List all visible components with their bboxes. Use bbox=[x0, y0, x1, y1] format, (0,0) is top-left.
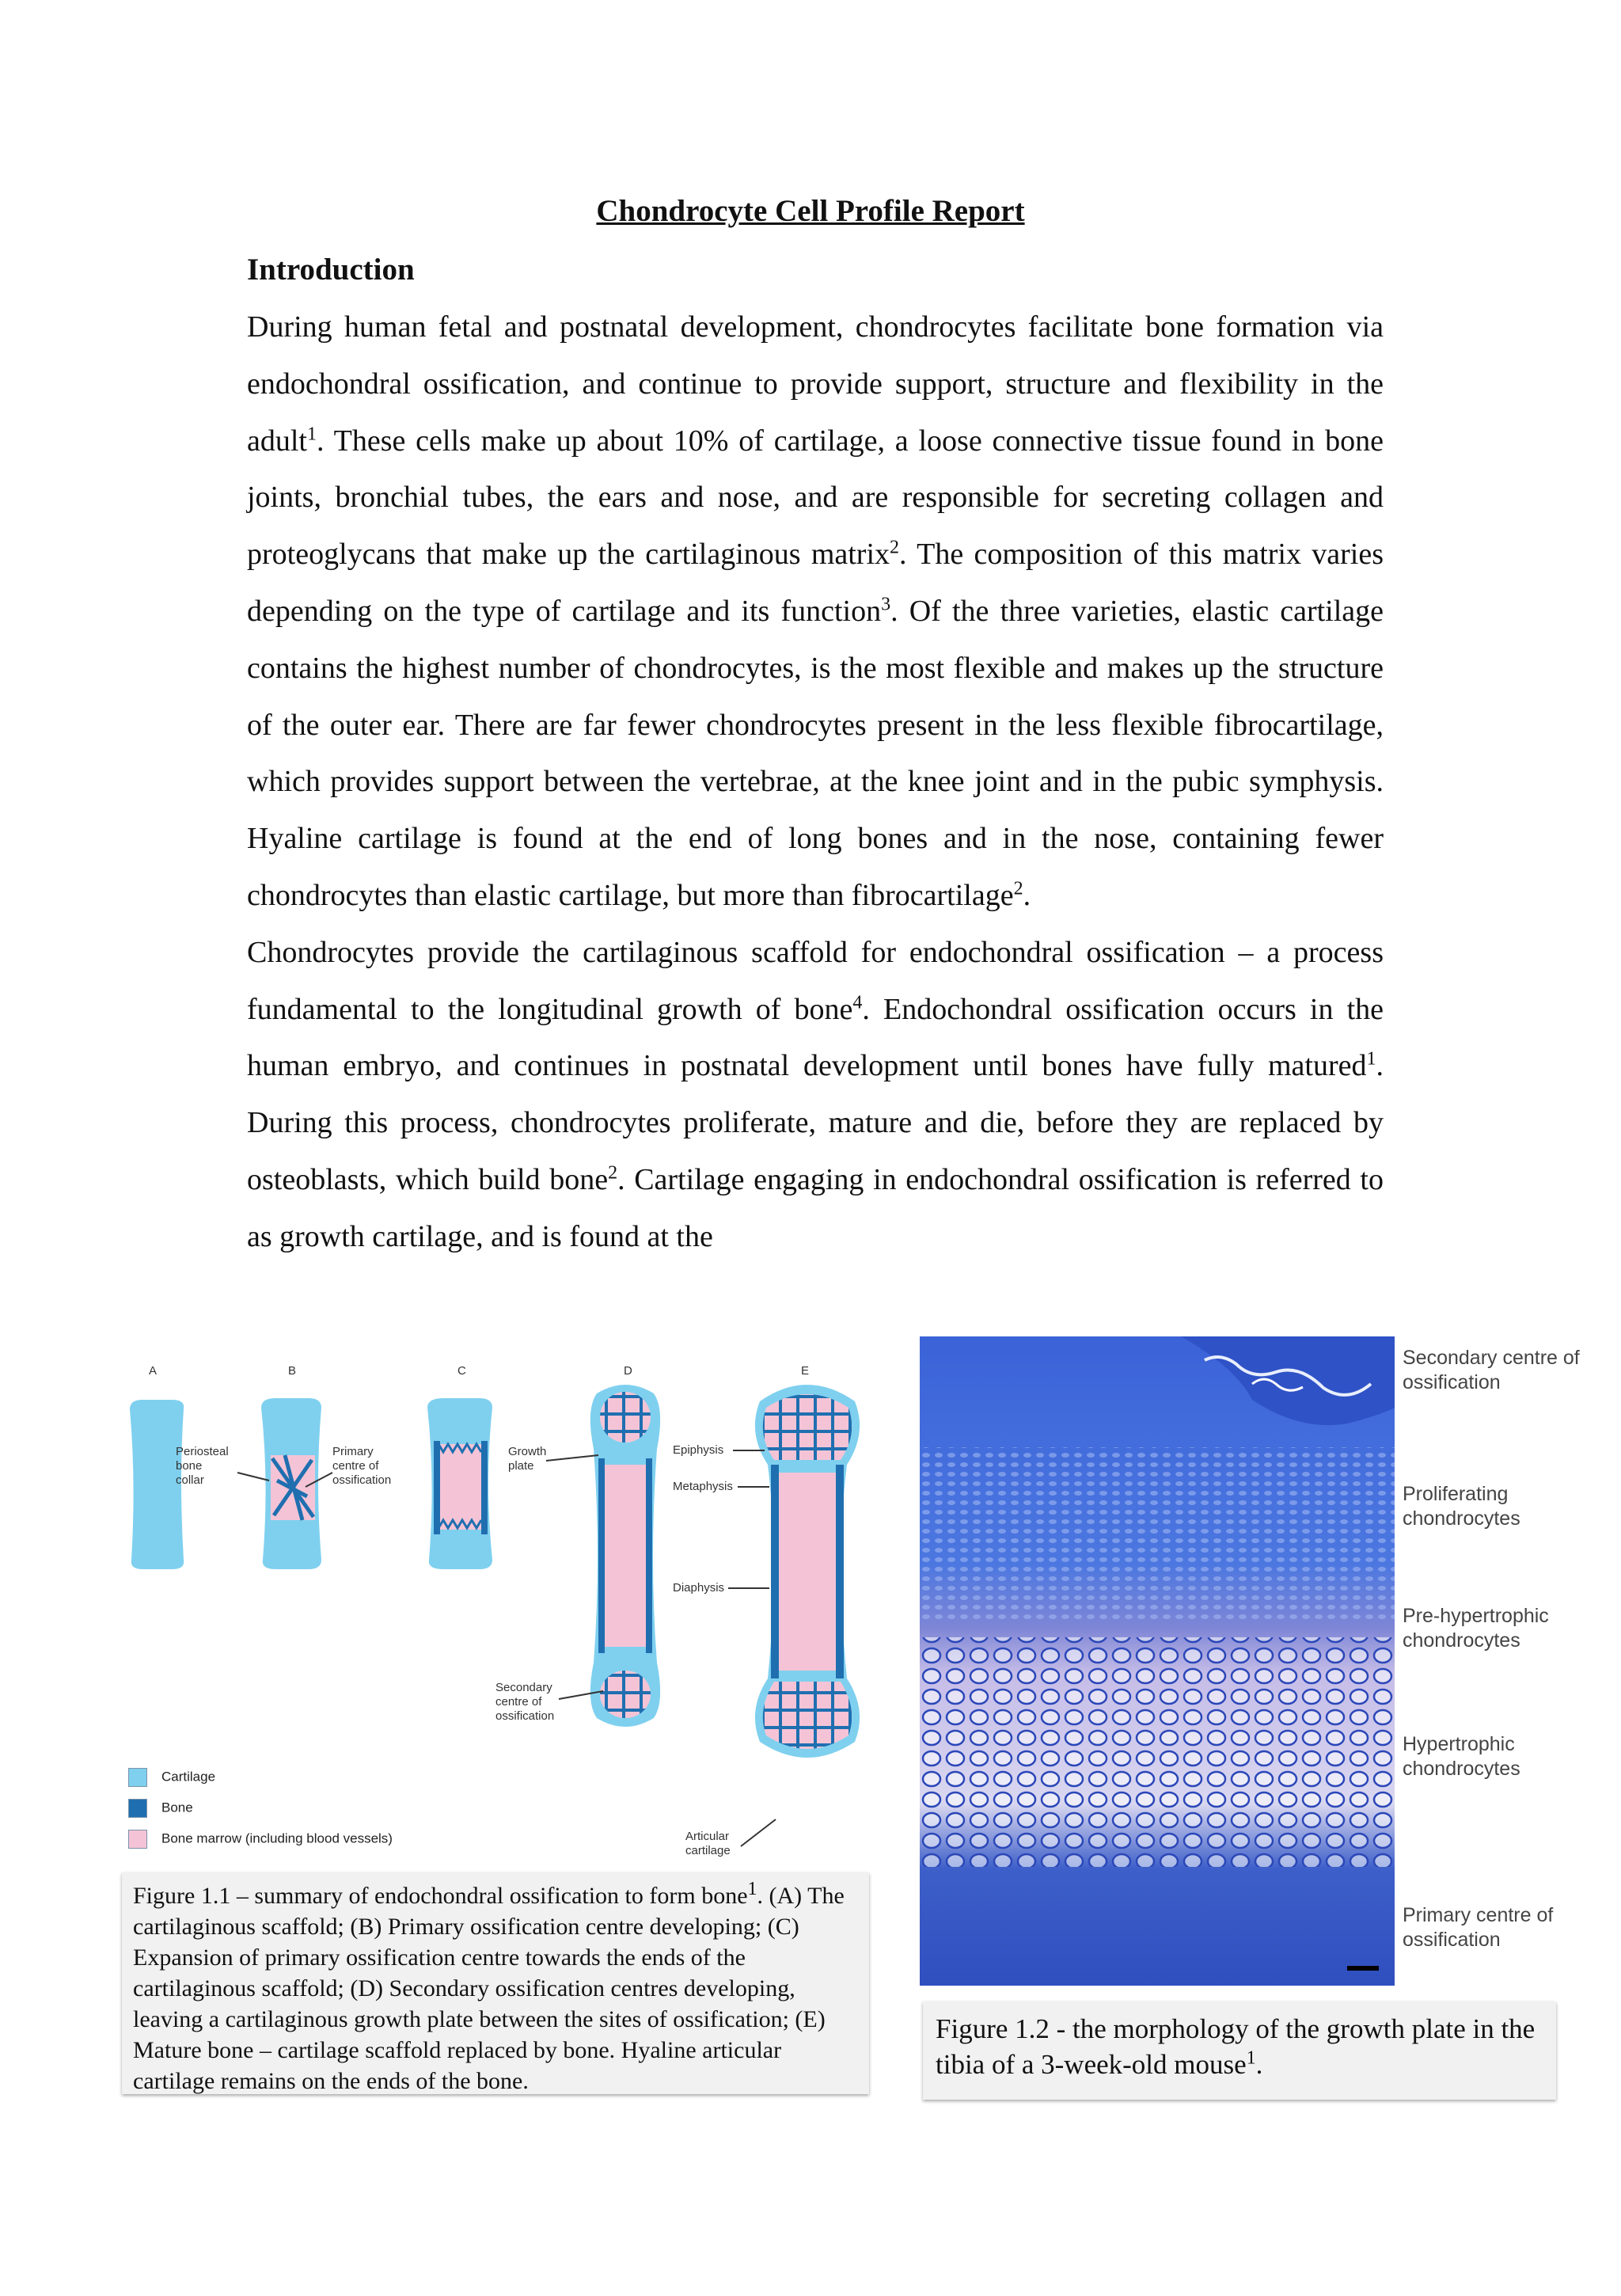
legend-swatch bbox=[128, 1830, 147, 1849]
label-diaphysis: Diaphysis bbox=[673, 1581, 725, 1595]
label-epiphysis: Epiphysis bbox=[673, 1443, 724, 1457]
stage-letter-a: A bbox=[149, 1364, 158, 1378]
label-growth-plate bbox=[508, 1445, 546, 1473]
label-primary-ossification: Primary centre of ossification bbox=[1403, 1904, 1554, 1951]
svg-text:plate: plate bbox=[508, 1459, 534, 1473]
growth-plate-micrograph bbox=[920, 1336, 1395, 1986]
document-title: Chondrocyte Cell Profile Report bbox=[596, 194, 1025, 228]
svg-text:Periosteal: Periosteal bbox=[176, 1445, 229, 1458]
svg-text:Secondary: Secondary bbox=[495, 1681, 552, 1694]
label-primary-centre bbox=[332, 1445, 391, 1487]
section-heading: Introduction bbox=[247, 253, 415, 287]
legend-bone-marrow: Bone marrow (including blood vessels) bbox=[128, 1830, 393, 1849]
label-articular-cartilage bbox=[685, 1830, 731, 1857]
svg-text:ossification: ossification bbox=[495, 1709, 555, 1723]
svg-text:bone: bone bbox=[176, 1459, 203, 1473]
svg-text:centre of: centre of bbox=[495, 1695, 542, 1709]
label-hypertrophic: Hypertrophic chondrocytes bbox=[1403, 1733, 1520, 1780]
stage-letter-d: D bbox=[624, 1364, 632, 1378]
stage-letter-c: C bbox=[457, 1364, 466, 1378]
svg-text:centre of: centre of bbox=[332, 1459, 379, 1473]
figure-1-caption: Figure 1.1 – summary of endochondral ossification to form bone$^1$. (A) The cartilaginous scaffold; (B) Primary ossification centre developing; (C) Expansion of primary ossification centre towards the ends of the cartilaginous scaffold; (D) Secondary ossification centres developing, leaving a cartilaginous growth plate between the sites of ossification; (E) Mature bone – cartilage scaffold replaced by bone. Hyaline articular cartilage remains on the ends of the bone. bbox=[122, 1872, 869, 2094]
figure-2-caption: Figure 1.2 - the morphology of the growth plate in the tibia of a 3-week-old mouse$^1$. bbox=[923, 2001, 1556, 2100]
svg-text:Primary: Primary bbox=[332, 1445, 374, 1458]
label-proliferating: Proliferating chondrocytes bbox=[1403, 1483, 1520, 1530]
label-secondary-centre bbox=[495, 1681, 554, 1723]
label-secondary-ossification: Secondary centre of ossification bbox=[1403, 1347, 1580, 1393]
body-text bbox=[247, 299, 1384, 1266]
label-pre-hypertrophic: Pre-hypertrophic chondrocytes bbox=[1403, 1605, 1549, 1652]
paragraph-2: Chondrocytes provide the cartilaginous scaffold for endochondral ossification – a process fundamental to the longitudinal growth of bone$^4$. Endochondral ossification occurs in the human embryo, and continues in postnatal development until bones have fully matured$^1$. During this process, chondrocytes proliferate, mature and die, before they are replaced by osteoblasts, which build bone$^2$. Cartilage engaging in endochondral ossification is referred to as growth cartilage, and is found at the bbox=[247, 935, 1384, 1253]
label-metaphysis: Metaphysis bbox=[673, 1480, 733, 1493]
paragraph-1: During human fetal and postnatal development, chondrocytes facilitate bone formation via endochondral ossification, and continue to provide support, structure and flexibility in the adult$^1$. These cells make up about 10% of cartilage, a loose connective tissue found in bone joints, bronchial tubes, the ears and nose, and are responsible for secreting collagen and proteoglycans that make up the cartilaginous matrix$^2$. The composition of this matrix varies depending on the type of cartilage and its function$^3$. Of the three varieties, elastic cartilage contains the highest number of chondrocytes, is the most flexible and makes up the structure of the outer ear. There are far fewer chondrocytes present in the less flexible fibrocartilage, which provides support between the vertebrae, at the knee joint and in the pubic symphysis. Hyaline cartilage is found at the end of long bones and in the nose, containing fewer chondrocytes than elastic cartilage, but more than fibrocartilage$^2$. bbox=[247, 310, 1384, 912]
svg-text:Growth: Growth bbox=[508, 1445, 547, 1458]
svg-text:ossification: ossification bbox=[332, 1473, 392, 1487]
legend-swatch bbox=[128, 1799, 147, 1818]
scale-bar bbox=[1347, 1966, 1379, 1971]
svg-text:cartilage: cartilage bbox=[685, 1844, 731, 1857]
stage-letter-b: B bbox=[288, 1364, 297, 1378]
label-periosteal-bone-collar bbox=[176, 1445, 229, 1487]
svg-text:collar: collar bbox=[176, 1473, 204, 1487]
svg-text:Articular: Articular bbox=[685, 1830, 730, 1843]
legend-cartilage: Cartilage bbox=[128, 1768, 215, 1787]
stage-letter-e: E bbox=[801, 1364, 810, 1378]
legend-swatch bbox=[128, 1768, 147, 1787]
legend-bone: Bone bbox=[128, 1799, 193, 1818]
